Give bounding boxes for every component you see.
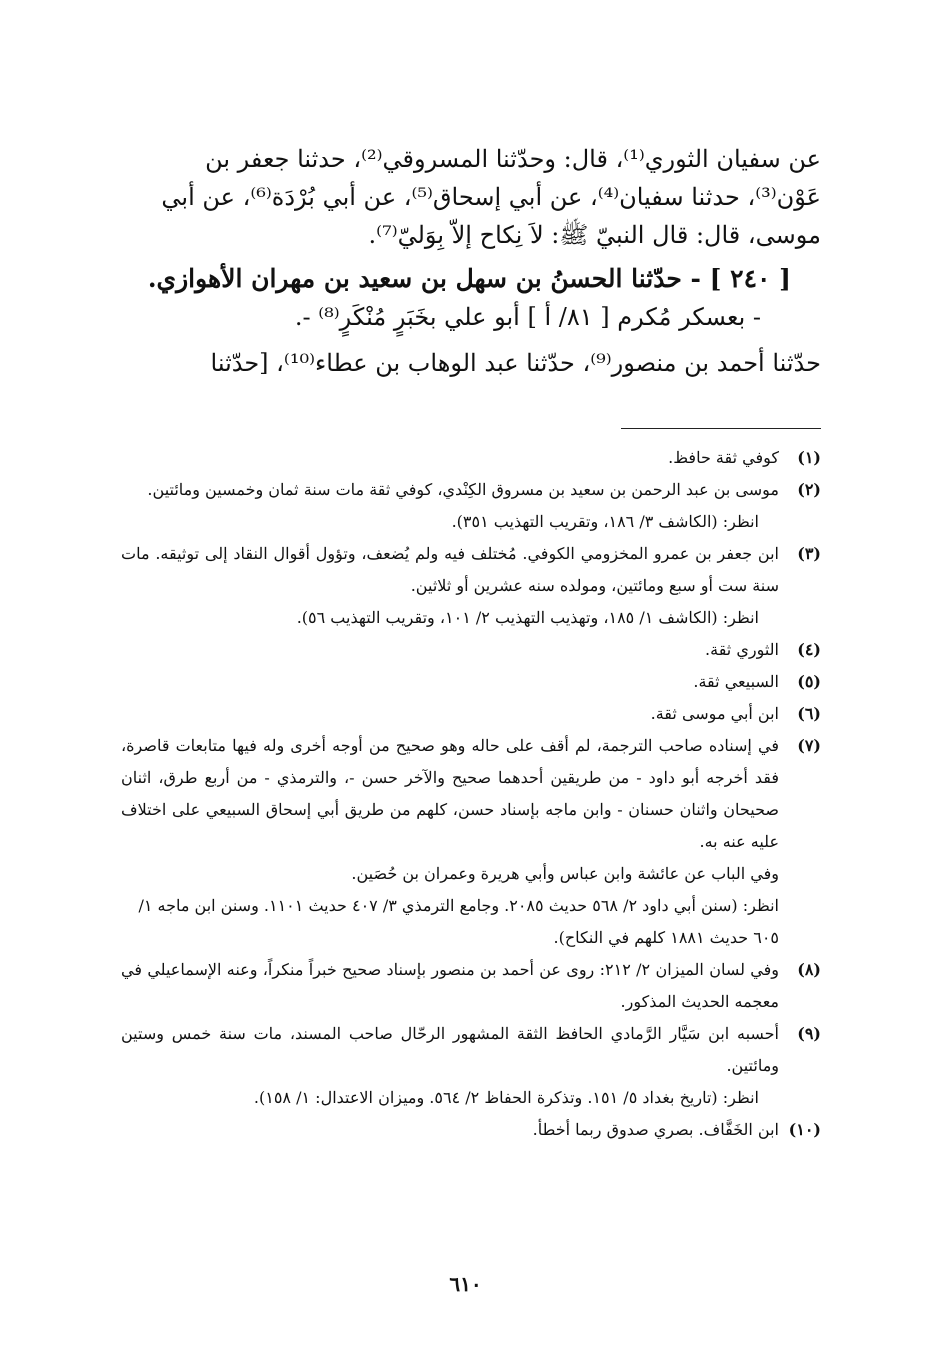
footnote-number: (١٠) bbox=[788, 1120, 821, 1139]
page-number: ٦١٠ bbox=[449, 1272, 482, 1296]
footnote-reference bbox=[121, 602, 821, 634]
footnote-text: موسى بن عبد الرحمن بن سعيد بن مسروق الكِنْدي، كوفي ثقة مات سنة ثمان وخمسين ومائتين. bbox=[147, 480, 779, 499]
hadith-subheading: - بعسكر مُكرم [ ٨١/ أ ] أبو علي بخَبَرٍ مُنْكَرٍ⁽⁸⁾ -. bbox=[294, 303, 761, 331]
footnote-text: السبيعي ثقة. bbox=[693, 672, 779, 691]
footnote-text: كوفي ثقة حافظ. bbox=[668, 448, 779, 467]
footnote-reference-text: انظر: (سنن أبي داود ٢/ ٥٦٨ حديث ٢٠٨٥. وجامع الترمذي ٣/ ٤٠٧ حديث ١١٠١. وسنن ابن ماجه ١/ ٦٠٥ حديث ١٨٨١ كلهم في النكاح). bbox=[138, 896, 779, 947]
footnote-text: ابن جعفر بن عمرو المخزومي الكوفي. مُختلف فيه ولم يُضعف، وتؤول أقوال النقاد إلى توثيقه. مات سنة ست أو سبع ومائتين، ومولده سنه عشرين أو ثلاثين. bbox=[121, 544, 779, 595]
main-line: موسى، قال: قال النبيّ ﷺ: لاَ نِكاح إلاّ بِوَليّ⁽⁷⁾. bbox=[368, 221, 821, 249]
footnote-reference-text: انظر: (الكاشف ٣/ ١٨٦، وتقريب التهذيب ٣٥١). bbox=[451, 512, 759, 531]
footnote-number: (٧) bbox=[797, 736, 821, 755]
footnote-text: ابن أبي موسى ثقة. bbox=[650, 704, 779, 723]
main-line: حدّثنا أحمد بن منصور⁽⁹⁾، حدّثنا عبد الوهاب بن عطاء⁽¹⁰⁾، [حدّثنا bbox=[210, 349, 821, 377]
footnote-number: (٩) bbox=[797, 1024, 821, 1043]
footnote-text: أحسبه ابن سَيَّار الرَّمادي الحافظ الثقة المشهور الرحّال صاحب المسند، مات سنة خمس وستين ومائتين. bbox=[121, 1024, 779, 1075]
footnote-text: ابن الخَفَّاف. بصري صدوق ربما أخطأ. bbox=[532, 1120, 779, 1139]
hadith-heading: [ ٢٤٠ ] - حدّثنا الحسنُ بن سهل بن سعيد بن مهران الأهوازي. bbox=[147, 264, 791, 293]
footnote bbox=[121, 474, 821, 506]
footnote-number: (١) bbox=[797, 448, 821, 467]
footnote-extra-text: وفي الباب عن عائشة وابن عباس وأبي هريرة وعمران بن حُصَين. bbox=[351, 864, 779, 883]
footnote-extra bbox=[121, 858, 821, 954]
footnote bbox=[121, 538, 821, 602]
footnote-text: الثوري ثقة. bbox=[705, 640, 779, 659]
footnote-reference-text: انظر: (تاريخ بغداد ٥/ ١٥١. وتذكرة الحفاظ ٢/ ٥٦٤. وميزان الاعتدال: ١/ ١٥٨). bbox=[253, 1088, 759, 1107]
footnote bbox=[121, 634, 821, 666]
footnote-text: في إسناده صاحب الترجمة، لم أقف على حاله وهو صحيح من أوجه أخرى وله فيها متابعات قاصرة، فقد أخرجه أبو داود - من طريقين أحدهما صحيح والآخر حسن -، والترمذي - من أربع طرق، اثنان صحيحان واثنان حسنان - وابن ماجه بإسناد حسن، كلهم من طريق أبي إسحاق السبيعي على اختلاف عليه عنه به. bbox=[121, 736, 780, 851]
main-line: عَوْن⁽³⁾، حدثنا سفيان⁽⁴⁾، عن أبي إسحاق⁽⁵⁾، عن أبي بُرْدَة⁽⁶⁾، عن أبي bbox=[161, 183, 821, 211]
footnotes bbox=[121, 442, 821, 1146]
footnote-reference bbox=[121, 1082, 821, 1114]
main-line: عن سفيان الثوري⁽¹⁾، قال: وحدّثنا المسروقي⁽²⁾، حدثنا جعفر بن bbox=[205, 145, 821, 173]
footnote-number: (٦) bbox=[797, 704, 821, 723]
footnote bbox=[121, 666, 821, 698]
footnote bbox=[121, 730, 821, 858]
footnote-reference-text: انظر: (الكاشف ١/ ١٨٥، وتهذيب التهذيب ٢/ ١٠١، وتقريب التهذيب ٥٦). bbox=[296, 608, 759, 627]
footnote bbox=[121, 698, 821, 730]
footnote-number: (٣) bbox=[797, 544, 821, 563]
footnote bbox=[121, 442, 821, 474]
footnote-number: (٥) bbox=[797, 672, 821, 691]
footnote bbox=[121, 1114, 821, 1146]
footnote-reference bbox=[121, 506, 821, 538]
main-text bbox=[131, 140, 821, 382]
footnote-number: (٤) bbox=[797, 640, 821, 659]
footnote bbox=[121, 1018, 821, 1082]
footnote-text: وفي لسان الميزان ٢/ ٢١٢: روى عن أحمد بن منصور بإسناد صحيح خبراً منكراً، وعنه الإسماعيلي في معجمه الحديث المذكور. bbox=[121, 960, 780, 1011]
footnote-number: (٨) bbox=[797, 960, 821, 979]
footnote-separator bbox=[621, 428, 821, 429]
footnote bbox=[121, 954, 821, 1018]
footnote-number: (٢) bbox=[797, 480, 821, 499]
